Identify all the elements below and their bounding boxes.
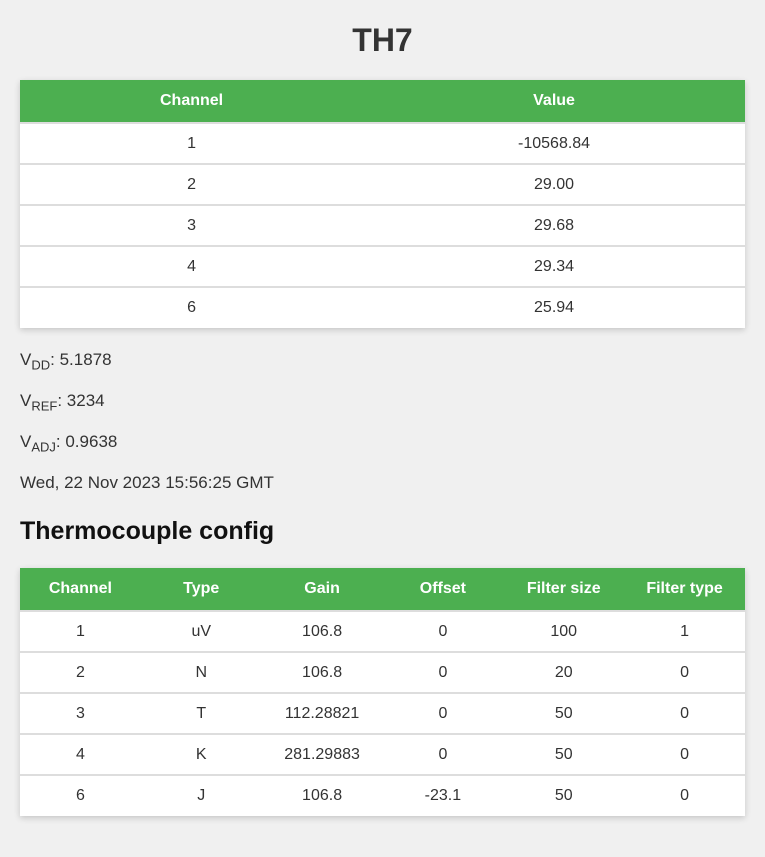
channel-cell: 3 — [20, 205, 363, 246]
table-row — [20, 246, 745, 287]
config-header-type: Type — [141, 568, 262, 611]
voltage-symbol: V — [20, 432, 32, 451]
voltage-vref — [20, 391, 745, 414]
config-header-filter-type: Filter type — [624, 568, 745, 611]
config-header-gain: Gain — [262, 568, 383, 611]
readings-header-row — [20, 80, 745, 123]
filter-size-cell: 50 — [503, 734, 624, 775]
table-row — [20, 775, 745, 816]
voltage-subscript: ADJ — [31, 439, 56, 455]
value-cell: -10568.84 — [363, 123, 745, 164]
config-table — [20, 568, 745, 816]
voltage-subscript: DD — [31, 357, 51, 373]
type-cell: T — [141, 693, 262, 734]
channel-cell: 2 — [20, 652, 141, 693]
readings-header-value: Value — [363, 80, 745, 123]
channel-cell: 6 — [20, 287, 363, 328]
timestamp: Wed, 22 Nov 2023 15:56:25 GMT — [20, 473, 274, 492]
offset-cell: 0 — [382, 652, 503, 693]
type-cell: J — [141, 775, 262, 816]
offset-cell: -23.1 — [382, 775, 503, 816]
table-row — [20, 652, 745, 693]
filter-type-cell: 1 — [624, 611, 745, 652]
channel-cell: 2 — [20, 164, 363, 205]
voltage-subscript: REF — [31, 398, 58, 414]
table-row — [20, 205, 745, 246]
voltage-vdd — [20, 350, 745, 373]
voltage-symbol: V — [20, 391, 32, 410]
value-cell: 29.34 — [363, 246, 745, 287]
config-header-channel: Channel — [20, 568, 141, 611]
value-cell: 29.00 — [363, 164, 745, 205]
offset-cell: 0 — [382, 693, 503, 734]
filter-type-cell: 0 — [624, 652, 745, 693]
filter-type-cell: 0 — [624, 693, 745, 734]
channel-cell: 4 — [20, 246, 363, 287]
config-header-row — [20, 568, 745, 611]
channel-cell: 4 — [20, 734, 141, 775]
voltage-value: : 5.1878 — [50, 350, 112, 369]
channel-cell: 3 — [20, 693, 141, 734]
filter-type-cell: 0 — [624, 775, 745, 816]
offset-cell: 0 — [382, 734, 503, 775]
page-title: TH7 — [352, 22, 413, 58]
value-cell: 25.94 — [363, 287, 745, 328]
value-cell: 29.68 — [363, 205, 745, 246]
table-row — [20, 734, 745, 775]
gain-cell: 106.8 — [262, 775, 383, 816]
channel-cell: 1 — [20, 123, 363, 164]
config-header-offset: Offset — [382, 568, 503, 611]
gain-cell: 112.28821 — [262, 693, 383, 734]
offset-cell: 0 — [382, 611, 503, 652]
table-row — [20, 611, 745, 652]
filter-size-cell: 100 — [503, 611, 624, 652]
readings-table — [20, 80, 745, 328]
type-cell: uV — [141, 611, 262, 652]
filter-size-cell: 20 — [503, 652, 624, 693]
config-header-filter-size: Filter size — [503, 568, 624, 611]
type-cell: K — [141, 734, 262, 775]
gain-cell: 106.8 — [262, 652, 383, 693]
channel-cell: 6 — [20, 775, 141, 816]
voltage-symbol: V — [20, 350, 32, 369]
voltage-vadj — [20, 432, 745, 455]
voltage-value: : 3234 — [57, 391, 105, 410]
filter-type-cell: 0 — [624, 734, 745, 775]
table-row — [20, 287, 745, 328]
config-section-heading: Thermocouple config — [20, 517, 275, 545]
table-row — [20, 123, 745, 164]
table-row — [20, 693, 745, 734]
gain-cell: 106.8 — [262, 611, 383, 652]
type-cell: N — [141, 652, 262, 693]
voltage-value: : 0.9638 — [55, 432, 118, 451]
table-row — [20, 164, 745, 205]
channel-cell: 1 — [20, 611, 141, 652]
filter-size-cell: 50 — [503, 775, 624, 816]
gain-cell: 281.29883 — [262, 734, 383, 775]
filter-size-cell: 50 — [503, 693, 624, 734]
readings-header-channel: Channel — [20, 80, 363, 123]
